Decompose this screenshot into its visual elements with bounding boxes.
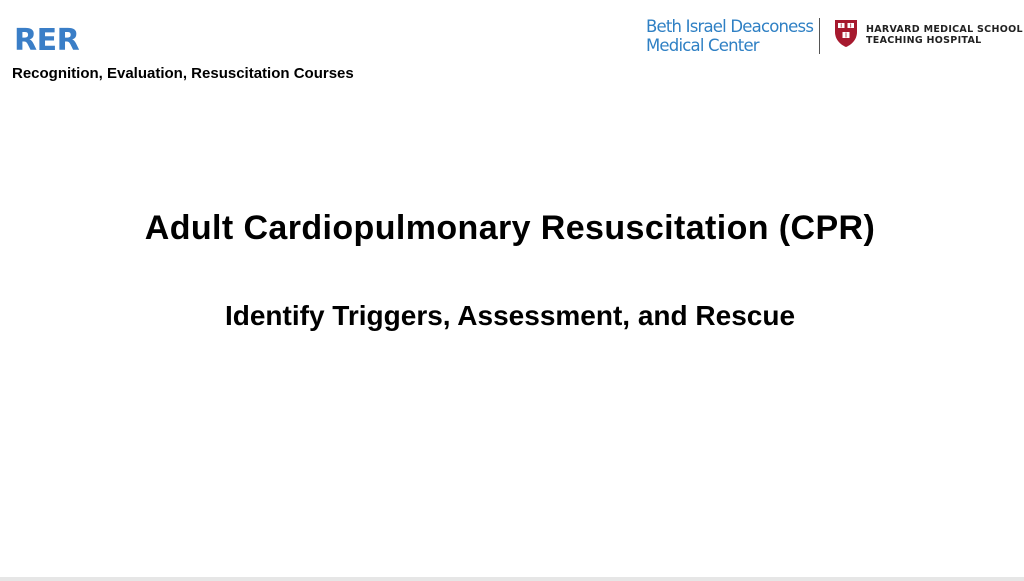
rer-logo: RER bbox=[14, 23, 80, 58]
rer-course-tagline: Recognition, Evaluation, Resuscitation Courses bbox=[12, 65, 354, 82]
harvard-medical-school-label bbox=[866, 24, 1023, 46]
slide-subtitle: Identify Triggers, Assessment, and Rescue bbox=[224, 300, 796, 331]
bidmc-logo bbox=[646, 17, 813, 55]
harvard-shield-icon bbox=[834, 19, 858, 48]
logo-divider bbox=[819, 18, 820, 54]
hms-line2: TEACHING HOSPITAL bbox=[866, 35, 982, 46]
hms-line1: HARVARD MEDICAL SCHOOL bbox=[866, 24, 1023, 35]
bidmc-logo-line2: Medical Center bbox=[646, 36, 759, 55]
bidmc-logo-line1: Beth Israel Deaconess bbox=[646, 17, 814, 36]
slide-title: Adult Cardiopulmonary Resuscitation (CPR) bbox=[144, 209, 876, 247]
slide-bottom-edge bbox=[0, 577, 1024, 581]
